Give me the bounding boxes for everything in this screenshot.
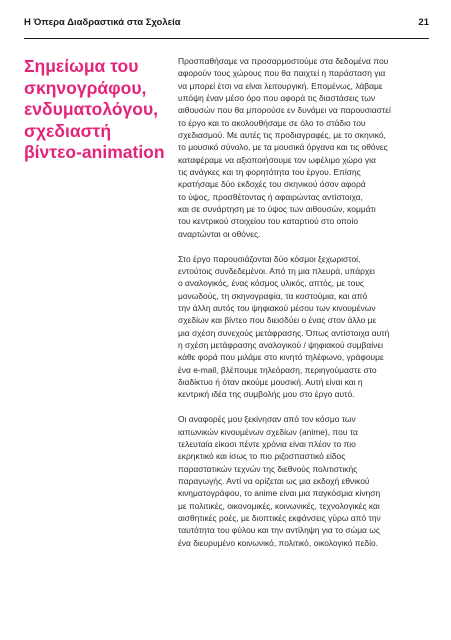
paragraph-2: Στο έργο παρουσιάζονται δύο κόσμοι ξεχωριστοί, εντούτοις συνδεδεμένοι. Από τη μια πλευρά, υπάρχει ο αναλογικός, ένας κόσμος υλικός, απτός, με τους μονωδούς, τη σκηνογραφία, τα κοστούμια, και από την άλλη αυτός του ψηφιακού μέσου των κινουμένων σχεδίων και βίντεο που διεισδύει ο ένας στον άλλο με μια σχέση συνεχούς μετάφρασης. Όπως αντίστοιχα αυτή η σχέση μετάφρασης αναλογικού / ψηφιακού συμβαίνει κάθε φορά που μιλάμε στο κινητό τηλέφωνο, γράφουμε ένα e-mail, βλέπουμε τηλεόραση, περιηγούμαστε στο διαδίκτυο ή όταν ακούμε μουσική. Αυτή είναι και η κεντρική ιδέα της συμβολής μου στο έργο αυτό. bbox=[178, 253, 390, 400]
body-column bbox=[178, 55, 436, 562]
running-header: Η Όπερα Διαδραστικά στα Σχολεία bbox=[24, 17, 181, 28]
section-heading: Σημείωμα του σκηνογράφου, ενδυματολόγου, σχεδιαστή βίντεο-animation bbox=[24, 56, 165, 162]
paragraph-1: Προσπαθήσαμε να προσαρμοστούμε στα δεδομένα που αφορούν τους χώρους που θα παιχτεί η παράσταση για να μπορεί έτσι να είναι λειτουργική. Επομένως, λάβαμε υπόψη έναν μέσο όρο που αφορά τις διαστάσεις των αιθουσών που θα μπορούσε εν δυνάμει να παρουσιαστεί το έργο και το ακολουθήσαμε σε όλο το στάδιο του σχεδιασμού. Με αυτές τις προδιαγραφές, με το σκηνικό, το μουσικό σύνολο, με τα μουσικά όργανα και τις οθόνες καταφέραμε να αξιοποιήσουμε τον ωφέλιμο χώρο για τις ανάγκες και τη φορητότητα του έργου. Επίσης κρατήσαμε δύο εκδοχές του σκηνικού όσον αφορά το ύψος, προσθέτοντας ή αφαιρώντας αντίστοιχα, και σε συνάρτηση με το ύψος των αιθουσών, κομμάτι του κεντρικού στοιχείου του καταρτιού στο οποίο αναρτώνται οι οθόνες. bbox=[178, 56, 391, 239]
header-divider bbox=[24, 38, 429, 39]
paragraph-3: Οι αναφορές μου ξεκίνησαν από τον κόσμο των ιαπωνικών κινουμένων σχεδίων (anime), που τα τελευταία είκοσι πέντε χρόνια είναι πλέον το πιο εκρηκτικό και ίσως το πιο ριζοσπαστικό είδος παραστατικών τεχνών της διεθνούς πολιτιστικής παραγωγής. Αντί να ορίζεται ως μια εκδοχή εθνικού κινηματογράφου, το anime είναι μια παγκόσμια κίνηση με πολιτικές, οικονομικές, κοινωνικές, τεχνολογικές και αισθητικές ροές, με διοπτικές εκφάνσεις γύρω από την ταυτότητα του φύλου και την αντίληψη για το σώμα ως ένα διευρυμένο κοινωνικό, πολιτικό, οικολογικό πεδίο. bbox=[178, 414, 381, 548]
page-number: 21 bbox=[418, 17, 429, 28]
